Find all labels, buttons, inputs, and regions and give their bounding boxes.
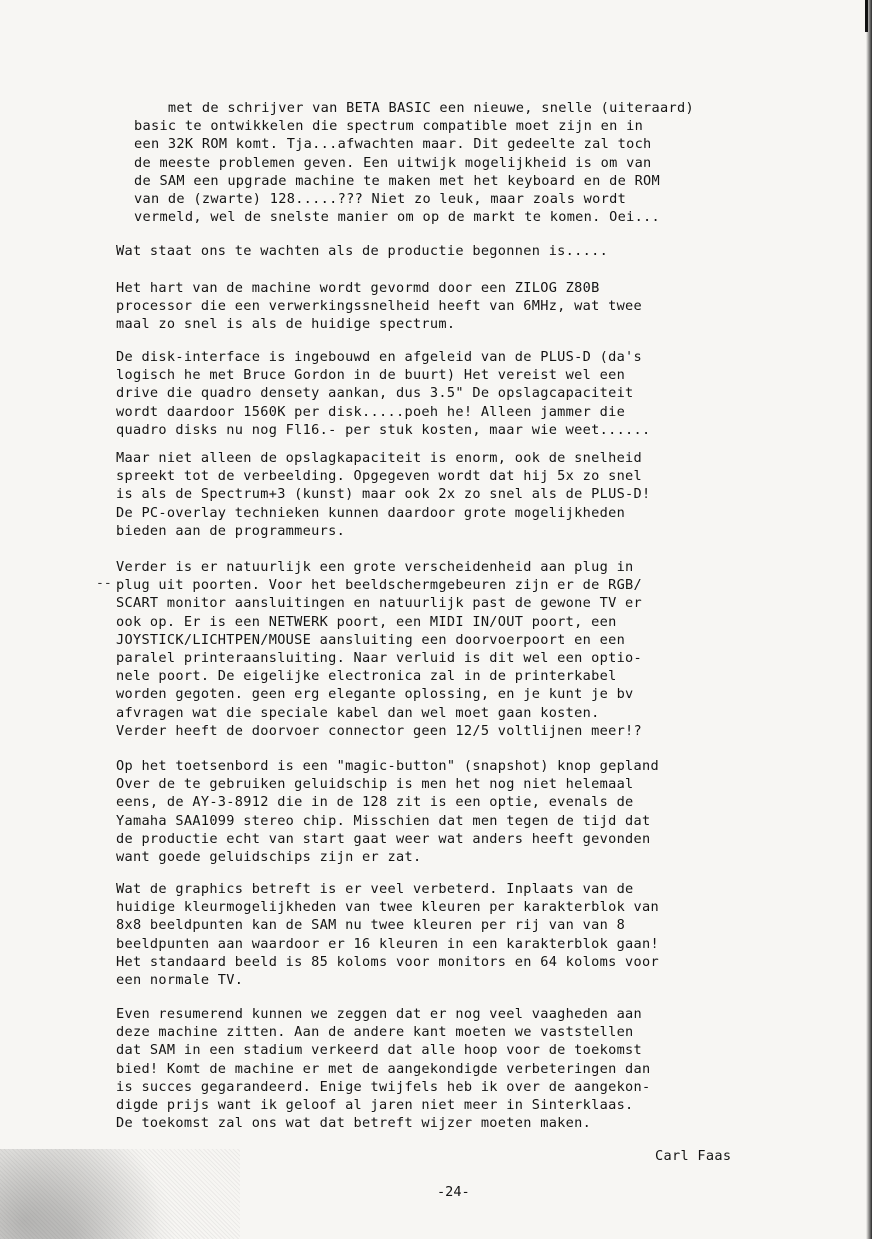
page-edge-shadow (866, 0, 872, 1239)
author-signature: Carl Faas (655, 1148, 732, 1164)
paragraph-disk-interface: De disk-interface is ingebouwd en afgeleid van de PLUS-D (da's logisch he met Bruce Gordon in de buurt) Het vereist wel een drive die quadro densety aankan, dus 3.5" De opslagcapaciteit wordt daardoor 1560K per disk.....poeh he! Alleen jammer die quadro disks nu nog Fl16.- per stuk kosten, maar wie weet...... (116, 349, 651, 438)
paragraph-ports: Verder is er natuurlijk een grote verscheidenheid aan plug in plug uit poorten. Voor het beeldschermgebeuren zijn er de RGB/ SCART monitor aansluitingen en natuurlijk past de gewone TV er ook op. Er is een NETWERK poort, een MIDI IN/OUT poort, een JOYSTICK/LICHTPEN/MOUSE aansluiting een doorvoerpoort en een paralel printeraansluiting. Naar verluid is dit wel een optio- nele poort. De eigelijke electronica zal in de printerkabel worden gegoten. geen erg elegante oplossing, en je kunt je bv afvragen wat die speciale kabel dan wel moet gaan kosten. Verder heeft de doorvoer connector geen 12/5 voltlijnen meer!? (116, 559, 643, 739)
paragraph-storage-speed: Maar niet alleen de opslagkapaciteit is enorm, ook de snelheid spreekt tot de verbeelding. Opgegeven wordt dat hij 5x zo snel is als de Spectrum+3 (kunst) maar ook 2x zo snel als de PLUS-D! De PC-overlay technieken kunnen daardoor grote mogelijkheden bieden aan de programmeurs. (116, 450, 651, 539)
paragraph-processor: Het hart van de machine wordt gevormd door een ZILOG Z80B processor die een verwerkingssnelheid heeft van 6MHz, wat twee maal zo snel is als de huidige spectrum. (116, 280, 643, 333)
paragraph-conclusion: Even resumerend kunnen we zeggen dat er nog veel vaagheden aan deze machine zitten. Aan de andere kant moeten we vaststellen dat SAM in een stadium verkeerd dat alle hoop voor de toekomst bied! Komt de machine er met de aangekondigde verbeteringen dan is succes gegarandeerd. Enige twijfels heb ik over de aangekon- digde prijs want ik geloof al jaren niet meer in Sinterklaas. De toekomst zal ons wat dat betreft wijzer moeten maken. (116, 1006, 651, 1132)
intro-paragraph: met de schrijver van BETA BASIC een nieuwe, snelle (uiteraard) basic te ontwikkelen die spectrum compatible moet zijn en in een 32K ROM komt. Tja...afwachten maar. Dit gedeelte zal toch de meeste problemen geven. Een uitwijk mogelijkheid is om van de SAM een upgrade machine te maken met het keyboard en de ROM van de (zwarte) 128.....??? Niet zo leuk, maar zoals wordt vermeld, wel de snelste manier om op de markt te komen. Oei... (134, 100, 694, 226)
page-number: -24- (437, 1184, 470, 1200)
paragraph-graphics: Wat de graphics betreft is er veel verbeterd. Inplaats van de huidige kleurmogelijkheden van twee kleuren per karakterblok van 8x8 beeldpunten kan de SAM nu twee kleuren per rij van van 8 beeldpunten aan waardoor er 16 kleuren in een karakterblok gaan! Het standaard beeld is 85 koloms voor monitors en 64 koloms voor een normale TV. (116, 881, 659, 989)
page-top-mark (865, 0, 868, 32)
paragraph-production-start: Wat staat ons te wachten als de productie begonnen is..... (116, 243, 609, 259)
margin-arrow-mark: -- (96, 576, 112, 591)
scan-noise (0, 1149, 240, 1239)
paragraph-keyboard-sound: Op het toetsenbord is een "magic-button" (snapshot) knop gepland Over de te gebruiken geluidschip is men het nog niet helemaal eens, de AY-3-8912 die in de 128 zit is een optie, evenals de Yamaha SAA1099 stereo chip. Misschien dat men tegen de tijd dat de productie echt van start gaat weer wat anders heeft gevonden want goede geluidschips zijn er zat. (116, 758, 659, 866)
